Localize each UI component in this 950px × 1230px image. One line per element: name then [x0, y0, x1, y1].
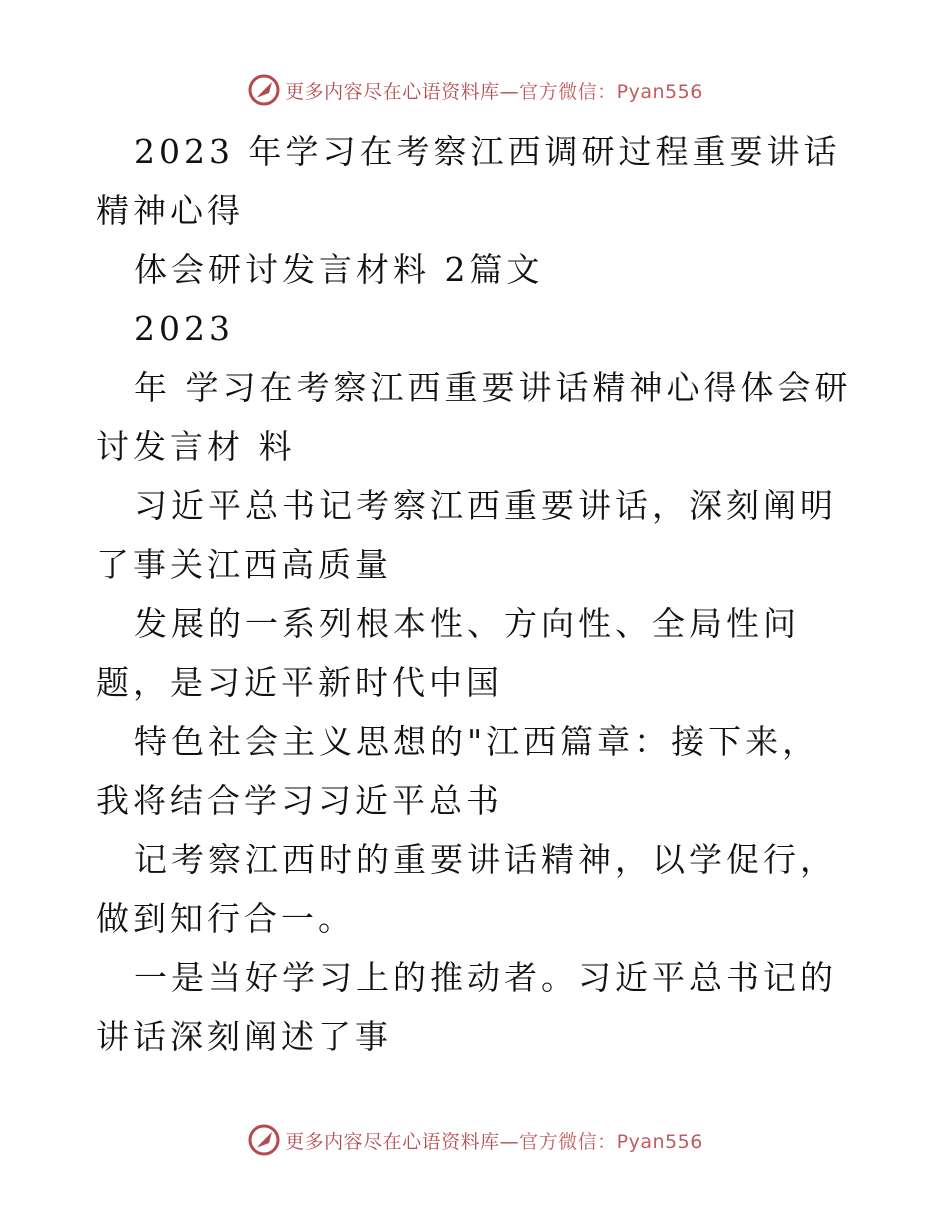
- document-body: [96, 122, 856, 1066]
- banner-wechat: 官方微信：Pyan556: [519, 80, 703, 103]
- footer-watermark: [0, 1120, 950, 1160]
- paragraph-body: 一是当好学习上的推动者。习近平总书记的讲话深刻阐述了事: [96, 958, 837, 1056]
- banner-text: 更多内容尽在心语资料库—: [285, 80, 520, 103]
- paragraph-body: 特色社会主义思想的"江西篇章：接下来，我将结合学习习近平总书: [96, 722, 820, 820]
- banner-wechat: 官方微信：Pyan556: [519, 1130, 703, 1153]
- header-watermark: [0, 70, 950, 110]
- paragraph-heading: 年 学习在考察江西重要讲话精神心得体会研讨发言材 料: [96, 368, 852, 466]
- paragraph-body: 习近平总书记考察江西重要讲话，深刻阐明了事关江西高质量: [96, 486, 837, 584]
- paragraph-body: 发展的一系列根本性、方向性、全局性问题，是习近平新时代中国: [96, 604, 800, 702]
- paragraph-body: 记考察江西时的重要讲话精神，以学促行，做到知行合一。: [96, 840, 837, 938]
- quill-logo-icon: [247, 1123, 281, 1157]
- paragraph-title: 2023 年学习在考察江西调研过程重要讲话精神心得: [96, 132, 841, 230]
- banner-text: 更多内容尽在心语资料库—: [285, 1130, 520, 1153]
- quill-logo-icon: [247, 73, 281, 107]
- paragraph-subtitle: 体会研讨发言材料 2篇文: [134, 250, 544, 289]
- paragraph-year: 2023: [134, 309, 234, 348]
